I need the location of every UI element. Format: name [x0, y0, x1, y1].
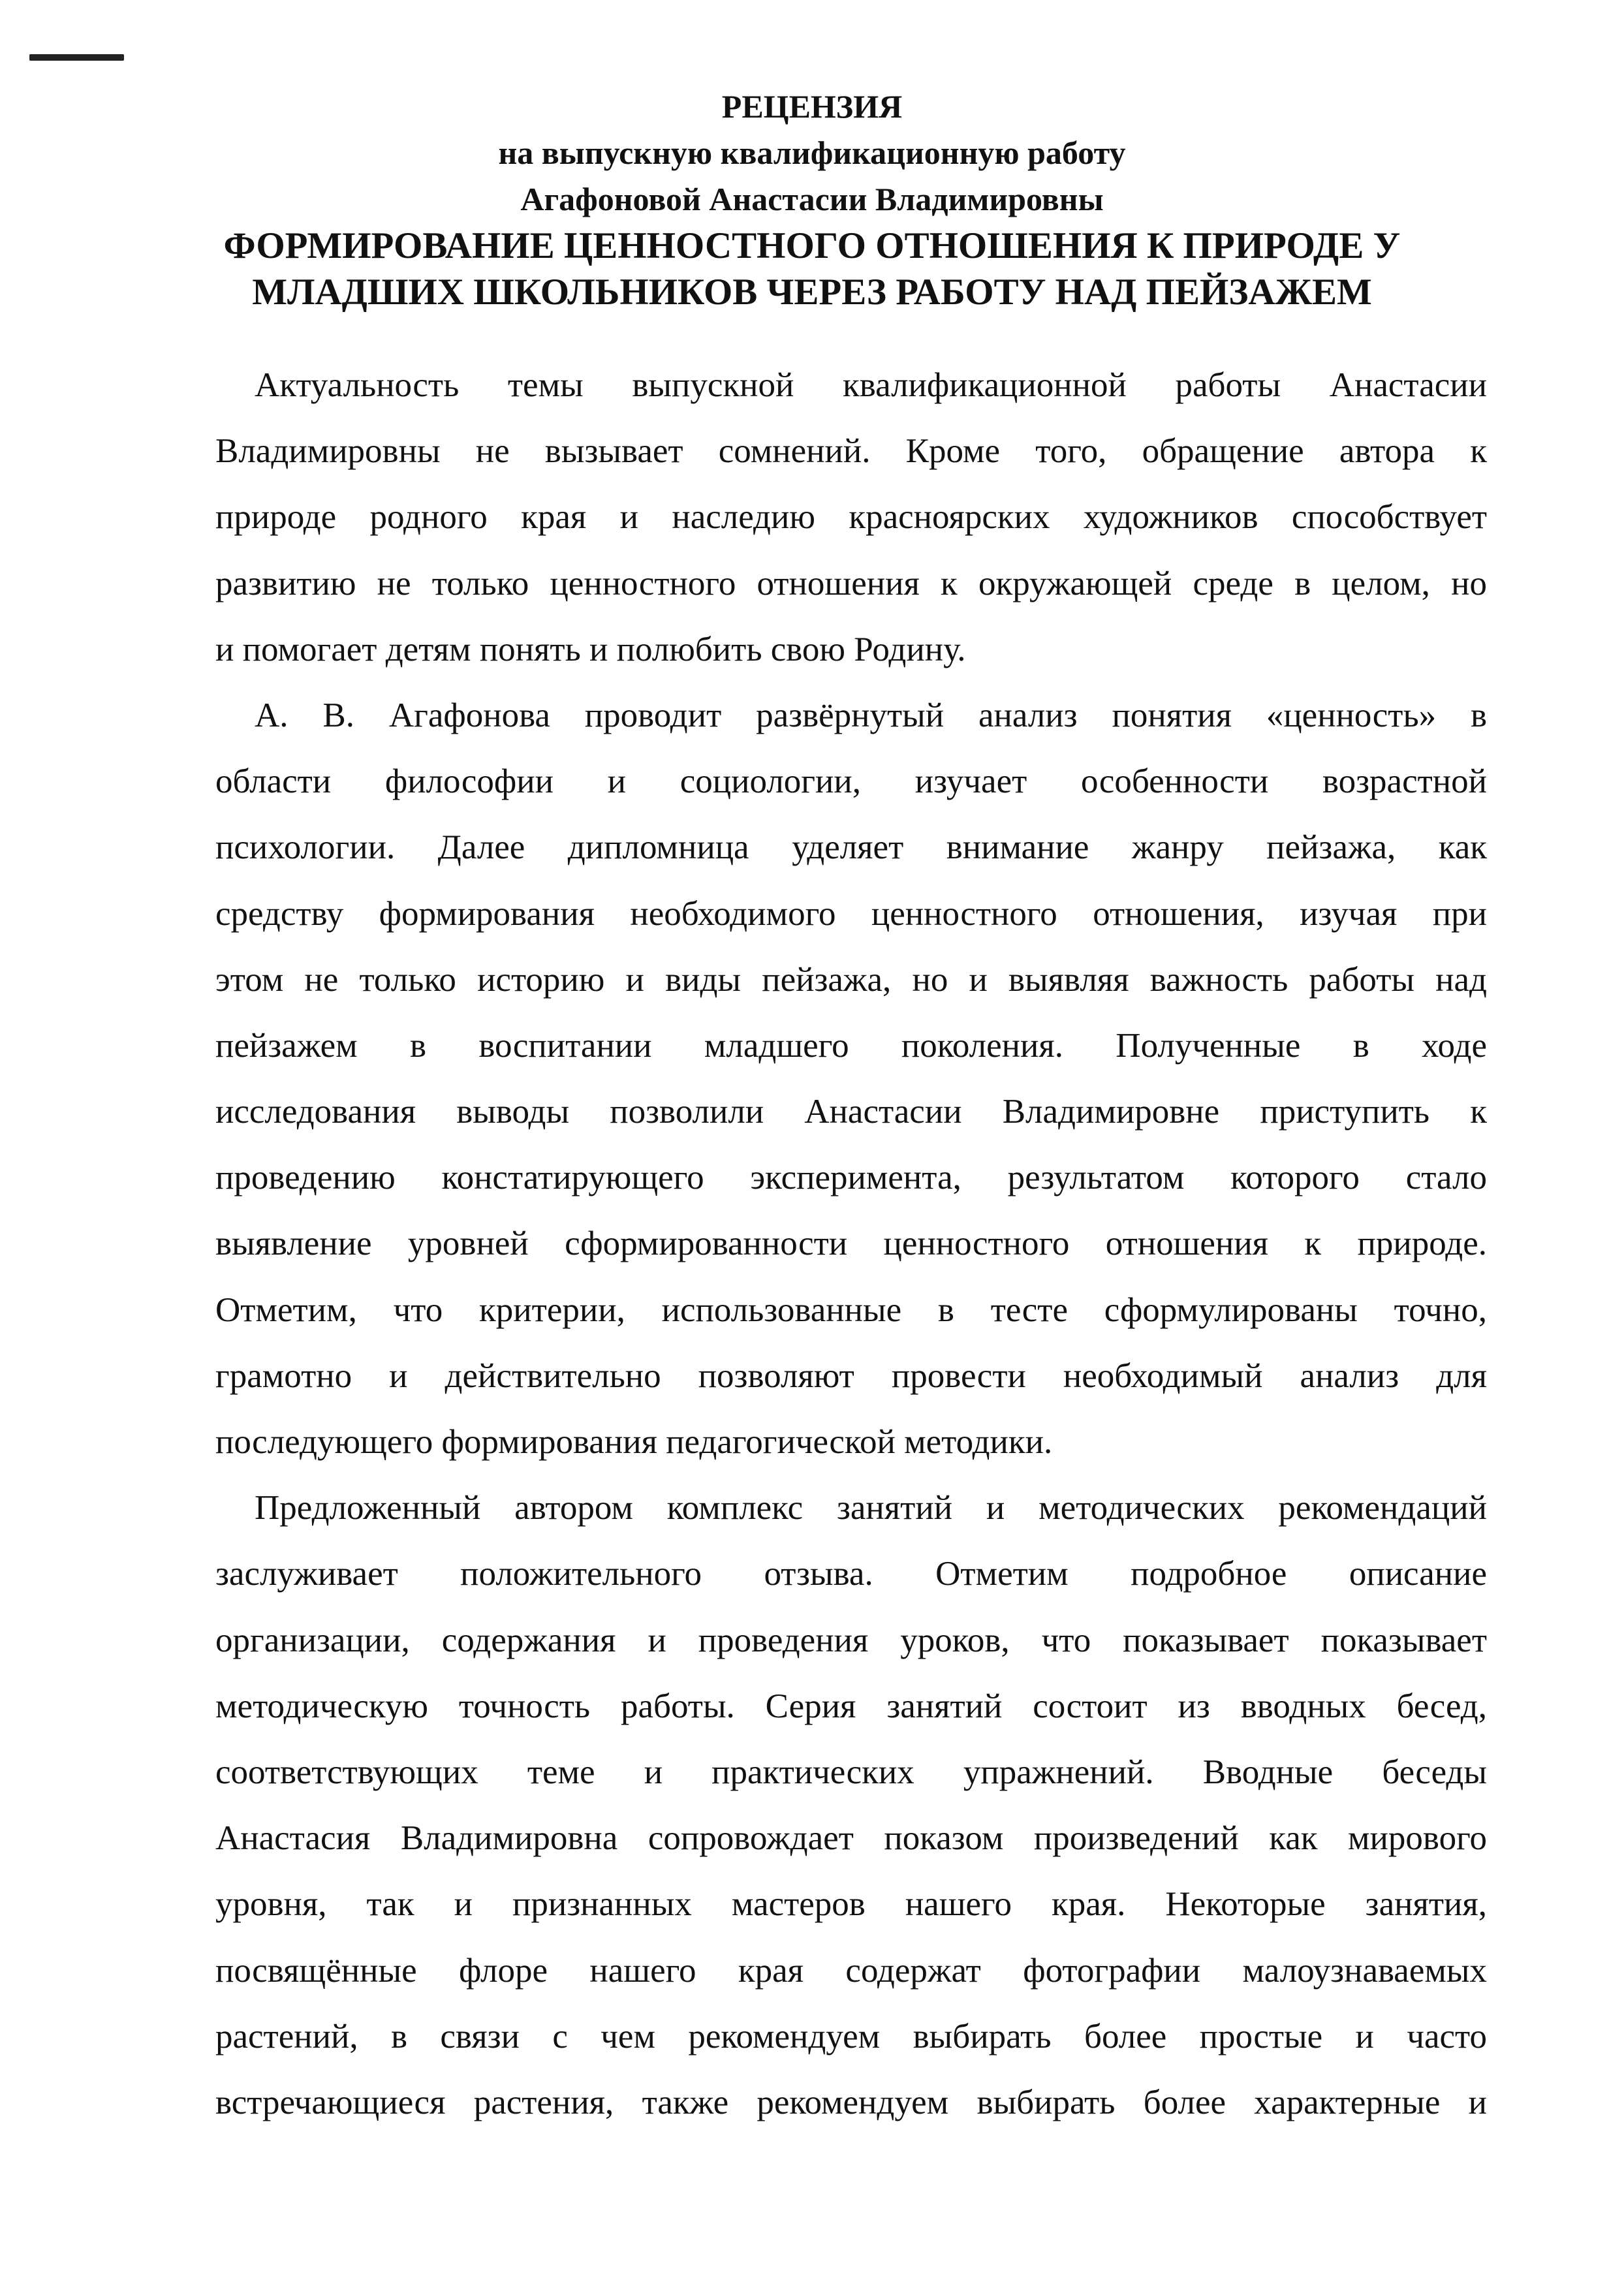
- document-body: [215, 352, 1487, 2136]
- scan-artifact-mark: [29, 54, 124, 61]
- text-line: исследования выводы позволили Анастасии Владимировне приступить к: [215, 1093, 1487, 1131]
- text-line: Актуальность темы выпускной квалификационной работы Анастасии: [255, 366, 1487, 404]
- text-line: Предложенный автором комплекс занятий и методических рекомендаций: [255, 1489, 1487, 1527]
- text-line: выявление уровней сформированности ценностного отношения к природе.: [215, 1225, 1487, 1263]
- text-line: уровня, так и признанных мастеров нашего края. Некоторые занятия,: [215, 1885, 1487, 1924]
- text-line: последующего формирования педагогической методики.: [215, 1423, 1053, 1461]
- text-line: области философии и социологии, изучает особенности возрастной: [215, 762, 1487, 801]
- author-name: Агафоновой Анастасии Владимировны: [520, 181, 1104, 217]
- text-line: организации, содержания и проведения уроков, что показывает показывает: [215, 1621, 1487, 1659]
- text-line: пейзажем в воспитании младшего поколения. Полученные в ходе: [215, 1026, 1487, 1065]
- topic-line-1: ФОРМИРОВАНИЕ ЦЕННОСТНОГО ОТНОШЕНИЯ К ПРИРОДЕ У: [223, 225, 1401, 266]
- text-line: Владимировны не вызывает сомнений. Кроме того, обращение автора к: [215, 432, 1487, 471]
- text-line: соответствующих теме и практических упражнений. Вводные беседы: [215, 1753, 1487, 1791]
- text-line: заслуживает положительного отзыва. Отметим подробное описание: [215, 1555, 1487, 1593]
- paragraph: [215, 683, 1487, 1475]
- text-line: проведению констатирующего эксперимента, результатом которого стало: [215, 1159, 1487, 1197]
- text-line: посвящённые флоре нашего края содержат фотографии малоузнаваемых: [215, 1951, 1487, 1990]
- text-line: развитию не только ценностного отношения к окружающей среде в целом, но: [215, 564, 1487, 602]
- text-line: средству формирования необходимого ценностного отношения, изучая при: [215, 894, 1487, 933]
- text-line: Анастасия Владимировна сопровождает показом произведений как мирового: [215, 1819, 1487, 1858]
- text-line: грамотно и действительно позволяют провести необходимый анализ для: [215, 1356, 1487, 1395]
- topic-line-2: МЛАДШИХ ШКОЛЬНИКОВ ЧЕРЕЗ РАБОТУ НАД ПЕЙЗАЖЕМ: [252, 272, 1372, 313]
- text-line: методическую точность работы. Серия занятий состоит из вводных бесед,: [215, 1687, 1487, 1725]
- text-line: психологии. Далее дипломница уделяет внимание жанру пейзажа, как: [215, 828, 1487, 867]
- text-line: растений, в связи с чем рекомендуем выбирать более простые и часто: [215, 2017, 1487, 2055]
- document-title: РЕЦЕНЗИЯ: [721, 88, 903, 125]
- document-header: [0, 84, 1624, 315]
- text-line: встречающиеся растения, также рекомендуем выбирать более характерные и: [215, 2083, 1487, 2121]
- text-line: Отметим, что критерии, использованные в тесте сформулированы точно,: [215, 1290, 1487, 1329]
- text-line: этом не только историю и виды пейзажа, но и выявляя важность работы над: [215, 960, 1487, 999]
- text-line: А. В. Агафонова проводит развёрнутый анализ понятия «ценность» в: [255, 696, 1487, 734]
- document-subtitle: на выпускную квалификационную работу: [498, 134, 1126, 171]
- paragraph: [215, 1475, 1487, 2136]
- paragraph: [215, 352, 1487, 683]
- text-line: природе родного края и наследию красноярских художников способствует: [215, 498, 1487, 537]
- text-line: и помогает детям понять и полюбить свою Родину.: [215, 630, 966, 668]
